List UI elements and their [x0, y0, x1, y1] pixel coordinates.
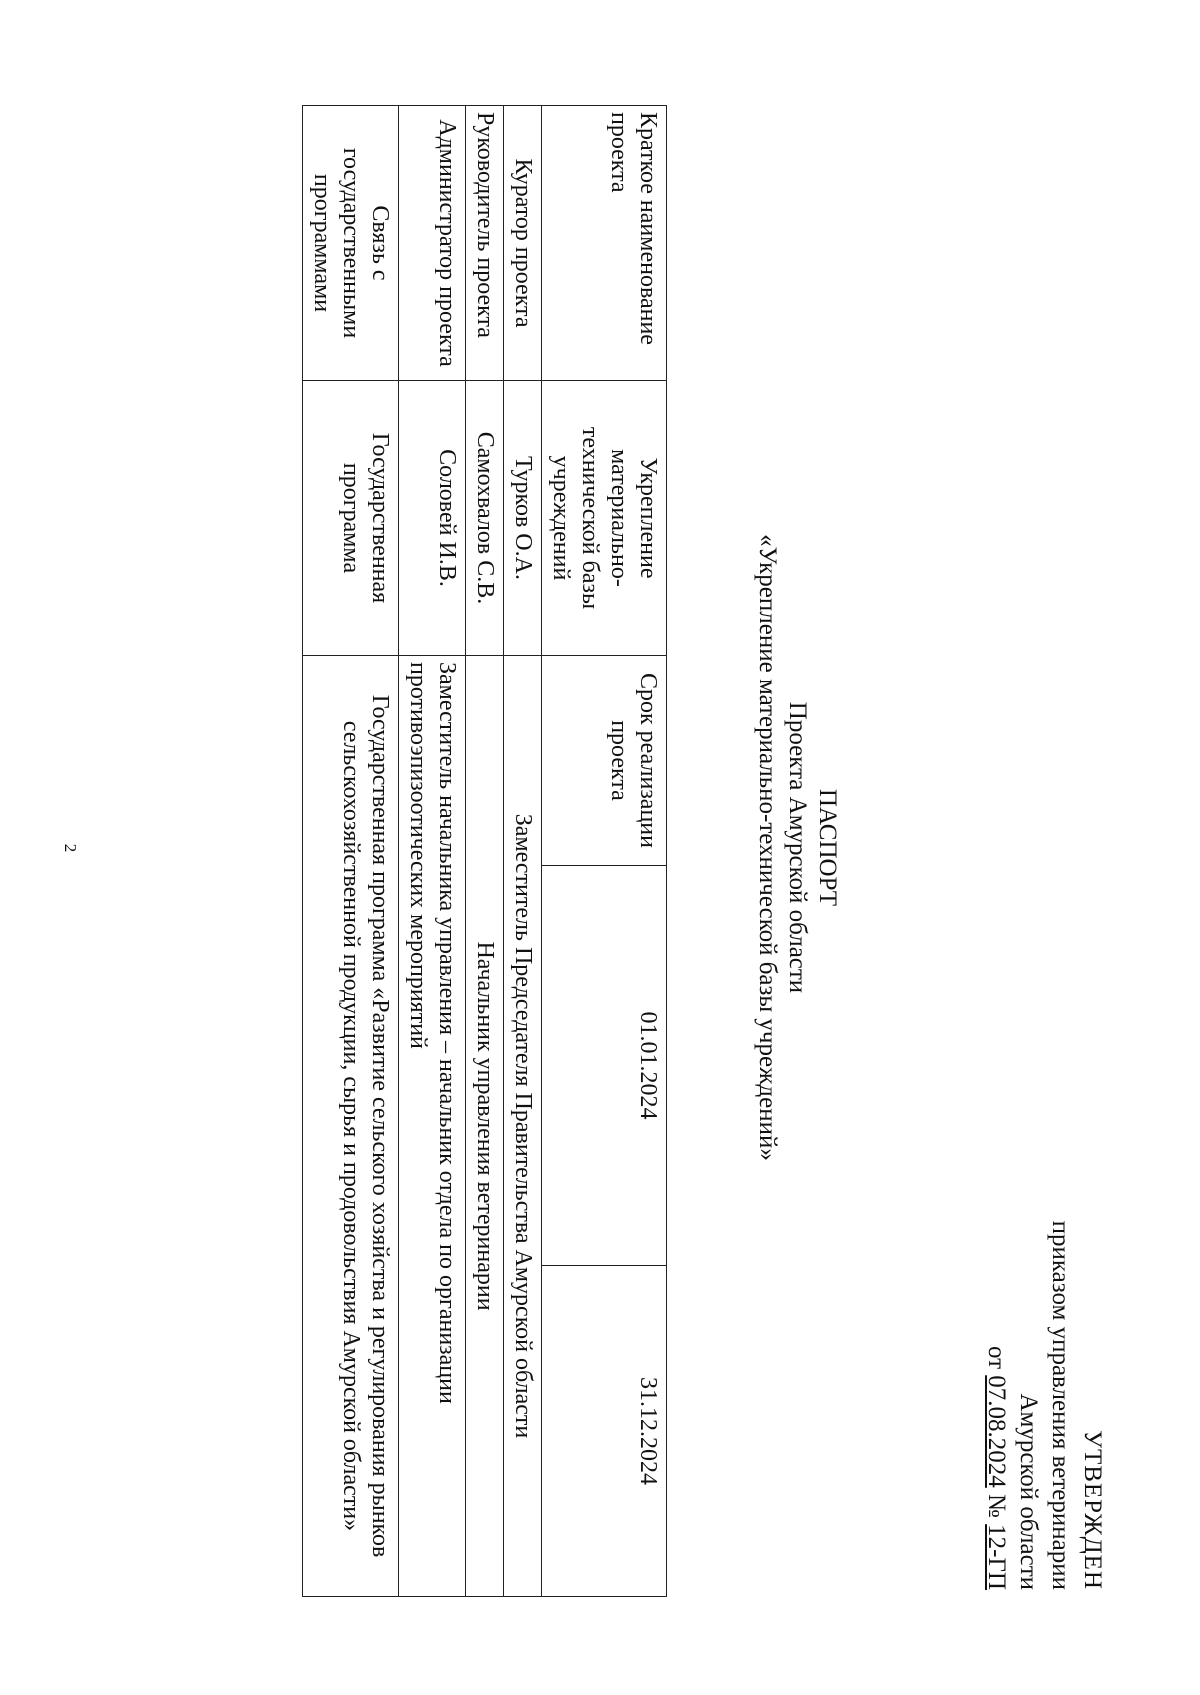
document-title — [752, 0, 842, 1695]
program-value: Государственная программа «Развитие сельского хозяйства и регулирования рынков сельскохозяйственной продукции, сырья и продовольствия Амурской области» — [303, 656, 399, 1597]
admin-name: Соловей И.В. — [399, 381, 466, 656]
table-row-programs — [303, 106, 399, 1597]
approval-line-1: приказом управления ветеринарии — [1047, 1220, 1074, 1590]
page-number: 2 — [61, 843, 80, 853]
table-row-admin — [399, 106, 466, 1597]
approval-number: 12-ГП — [983, 1524, 1010, 1590]
passport-table — [302, 105, 667, 1597]
approval-stamp — [980, 1221, 1108, 1590]
curator-label: Куратор проекта — [504, 106, 542, 381]
term-label: Срок реализации проекта — [542, 656, 667, 866]
curator-name: Турков О.А. — [504, 381, 542, 656]
title-line-2: Проекта Амурской области — [784, 701, 811, 994]
head-position: Начальник управления ветеринарии — [466, 656, 504, 1597]
table-row-curator — [504, 106, 542, 1597]
approval-date-line — [980, 1221, 1012, 1590]
approval-prefix: от — [983, 1345, 1010, 1376]
table-row-head — [466, 106, 504, 1597]
short-name-label: Краткое наименование проекта — [542, 106, 667, 381]
head-name: Самохвалов С.В. — [466, 381, 504, 656]
curator-position: Заместитель Председателя Правительства Амурской области — [504, 656, 542, 1597]
approval-date: 07.08.2024 — [983, 1375, 1010, 1488]
short-name-value: Укрепление материально-технической базы учреждений — [542, 381, 667, 656]
head-label: Руководитель проекта — [466, 106, 504, 381]
term-end: 31.12.2024 — [542, 1266, 667, 1597]
term-start: 01.01.2024 — [542, 866, 667, 1266]
approval-heading: УТВЕРЖДЕН — [1079, 1430, 1106, 1590]
admin-label: Администратор проекта — [399, 106, 466, 381]
title-line-3: «Укрепление материально-технической базы учреждений» — [754, 534, 781, 1161]
approval-number-sign: № — [983, 1487, 1010, 1525]
admin-position: Заместитель начальника управления – начальник отдела по организации противоэпизоотических мероприятий — [399, 656, 466, 1597]
program-label: Связь с государственными программами — [303, 106, 399, 381]
program-type: Государственная программа — [303, 381, 399, 656]
table-row-short-name — [542, 106, 667, 1597]
title-line-1: ПАСПОРТ — [814, 788, 841, 907]
approval-line-2: Амурской области — [1015, 1393, 1042, 1590]
